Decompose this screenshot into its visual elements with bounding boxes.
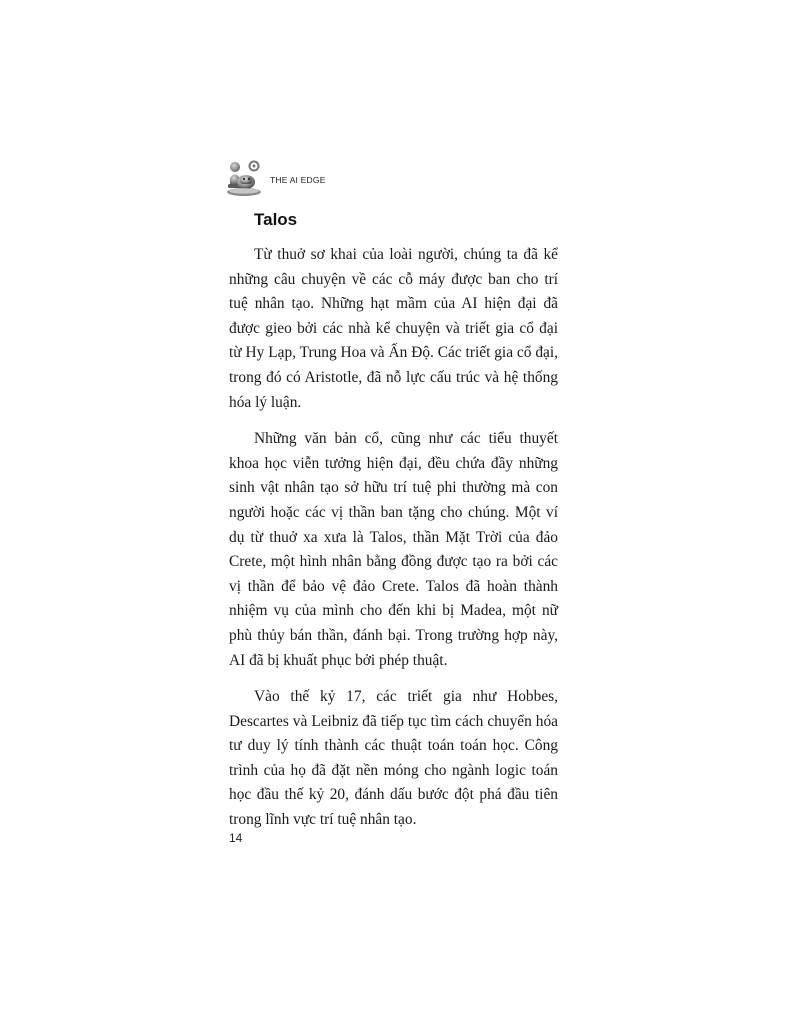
running-header	[224, 158, 326, 198]
paragraph-3: Vào thế kỷ 17, các triết gia như Hobbes, Descartes và Leibniz đã tiếp tục tìm cách chuyển hóa tư duy lý tính thành các thuật toán toán học. Công trình của họ đã đặt nền móng cho ngành logic toán học đầu thế kỷ 20, đánh dấu bước đột phá đầu tiên trong lĩnh vực trí tuệ nhân tạo.	[229, 688, 558, 829]
paragraph-2: Những văn bản cổ, cũng như các tiểu thuyết khoa học viễn tưởng hiện đại, đều chứa đầy những sinh vật nhân tạo sở hữu trí tuệ phi thường mà con người hoặc các vị thần ban tặng cho chúng. Một ví dụ từ thuở xa xưa là Talos, thần Mặt Trời của đảo Crete, một hình nhân bằng đồng được tạo ra bởi các vị thần để bảo vệ đảo Crete. Talos đã hoàn thành nhiệm vụ của mình cho đến khi bị Madea, một nữ phù thủy bán thần, đánh bại. Trong trường hợp này, AI đã bị khuất phục bởi phép thuật.	[229, 430, 558, 669]
running-title: THE AI EDGE	[270, 175, 326, 185]
page-number: 14	[229, 831, 243, 845]
section-title: Talos	[254, 210, 298, 229]
paragraph-1: Từ thuở sơ khai của loài người, chúng ta đã kể những câu chuyện về các cỗ máy được ban cho trí tuệ nhân tạo. Những hạt mầm của AI hiện đại đã được gieo bởi các nhà kể chuyện và triết gia cổ đại từ Hy Lạp, Trung Hoa và Ấn Độ. Các triết gia cổ đại, trong đó có Aristotle, đã nỗ lực cấu trúc và hệ thống hóa lý luận.	[229, 246, 558, 411]
body-text	[229, 243, 558, 845]
robot-chess-icon	[224, 158, 264, 198]
